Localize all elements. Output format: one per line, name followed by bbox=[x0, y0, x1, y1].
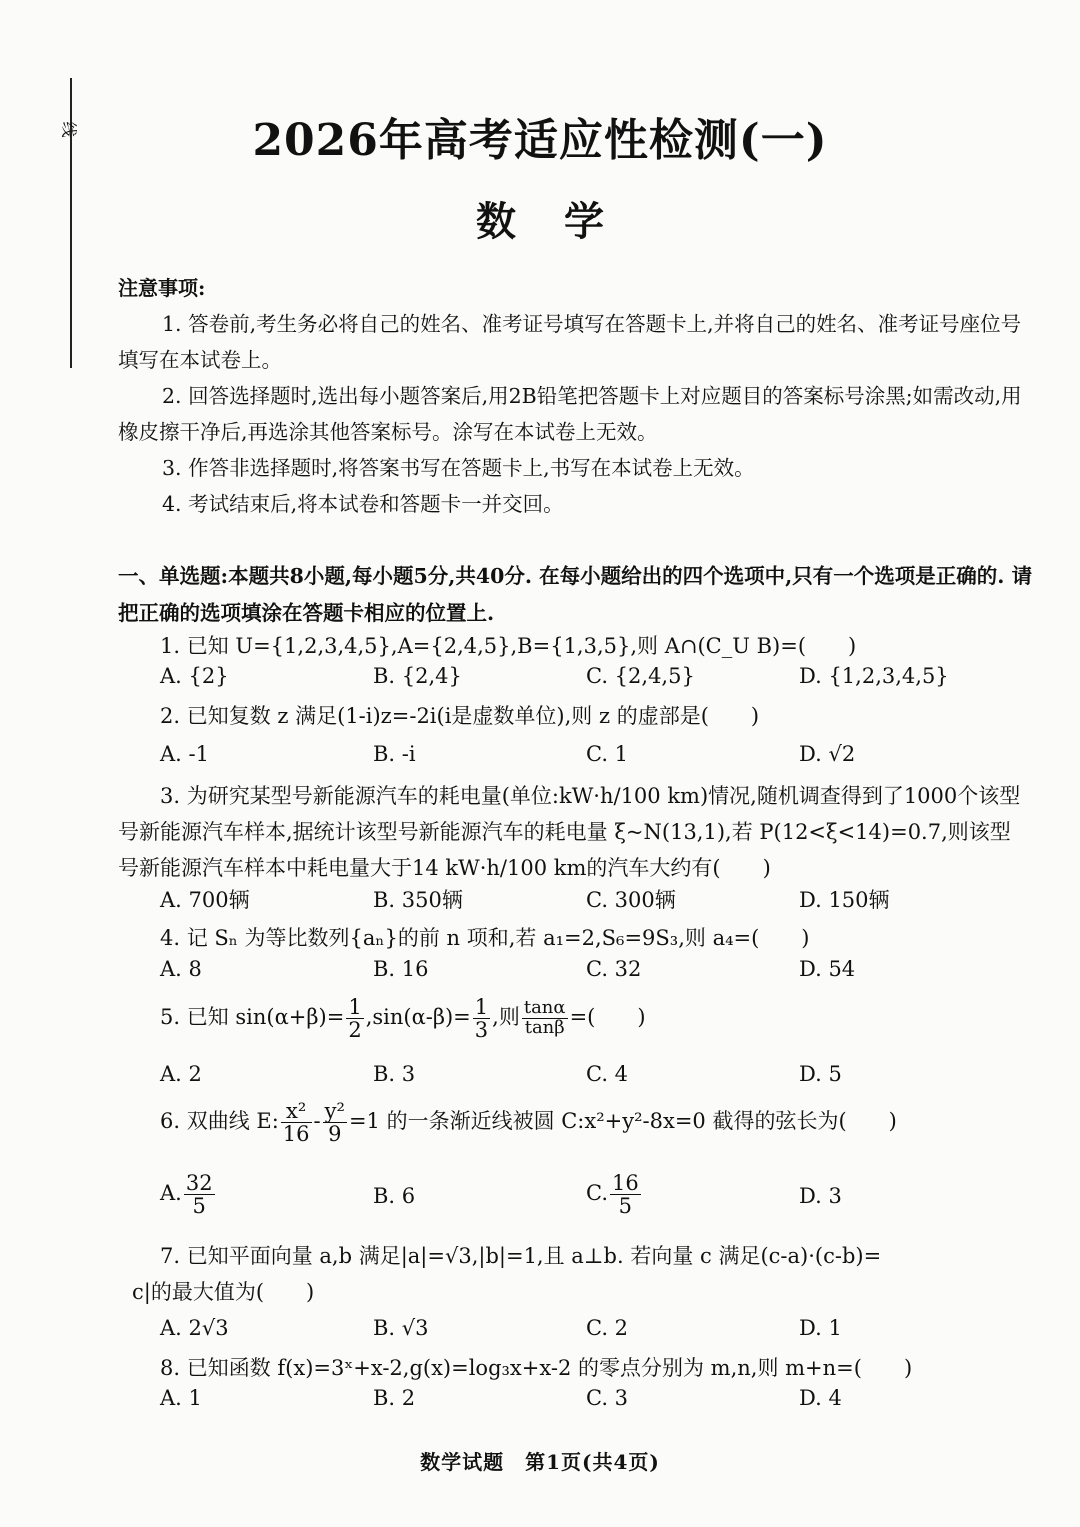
option-c: C. 2 bbox=[586, 1316, 629, 1340]
notice-item: 4. 考试结束后,将本试卷和答题卡一并交回。 bbox=[162, 492, 564, 516]
fraction-numerator: 16 bbox=[612, 1171, 639, 1195]
fraction bbox=[346, 996, 363, 1041]
question-7-stem-cont: c|的最大值为( ) bbox=[132, 1280, 315, 1304]
option-b: B. 6 bbox=[373, 1184, 416, 1208]
notice-block bbox=[118, 270, 1028, 522]
subject-title: 数学 bbox=[476, 198, 652, 245]
option-a: A. 2√3 bbox=[160, 1316, 229, 1340]
stem-text: ,sin(α-β)= bbox=[365, 1005, 471, 1030]
option-c: C. {2,4,5} bbox=[586, 664, 695, 688]
notice-heading: 注意事项: bbox=[118, 276, 206, 300]
option-a: A. -1 bbox=[160, 742, 209, 766]
option-d: D. √2 bbox=[799, 742, 856, 766]
stem-text: =1 的一条渐近线被圆 C:x²+y²-8x=0 截得的弦长为( ) bbox=[348, 1109, 897, 1134]
question-7-stem: 7. 已知平面向量 a,b 满足|a|=√3,|b|=1,且 a⊥b. 若向量 c 满足(c-a)·(c-b)= bbox=[160, 1244, 882, 1268]
option-b: B. 16 bbox=[373, 957, 429, 981]
question-3-stem: 3. 为研究某型号新能源汽车的耗电量(单位:kW·h/100 km)情况,随机调查得到了1000个该型号新能源汽车样本,据统计该型号新能源汽车的耗电量 ξ~N(13,1),若 P(12<ξ<14)=0.7,则该型号新能源汽车样本中耗电量大于14 kW·h/100 km的汽车大约有( ) bbox=[118, 784, 1021, 880]
option-c: C. 3 bbox=[586, 1386, 629, 1410]
question-1-stem: 1. 已知 U={1,2,3,4,5},A={2,4,5},B={1,3,5},则 A∩(C_U B)=( ) bbox=[160, 634, 857, 658]
option-d: D. 54 bbox=[799, 957, 856, 981]
binding-mark: 线 bbox=[59, 121, 79, 138]
fraction bbox=[184, 1172, 215, 1217]
page-footer: 数学试题 第1页(共4页) bbox=[420, 1450, 660, 1474]
stem-text: ,则 bbox=[492, 1005, 520, 1030]
notice-item: 3. 作答非选择题时,将答案书写在答题卡上,书写在本试卷上无效。 bbox=[162, 456, 755, 480]
option-b: B. 350辆 bbox=[373, 888, 463, 912]
option-d: D. 150辆 bbox=[799, 888, 890, 912]
question-3-options bbox=[160, 884, 1040, 920]
question-4-options bbox=[160, 957, 1040, 993]
option-b: B. -i bbox=[373, 742, 416, 766]
option-c: C. 32 bbox=[586, 957, 642, 981]
fraction bbox=[610, 1172, 641, 1217]
stem-text: 5. 已知 sin(α+β)= bbox=[160, 1005, 345, 1030]
option-b: B. √3 bbox=[373, 1316, 429, 1340]
question-2-options bbox=[160, 742, 1040, 778]
question-6-stem bbox=[160, 1100, 897, 1145]
option-a: A. 8 bbox=[160, 957, 202, 981]
fraction-numerator: y² bbox=[324, 1099, 345, 1123]
option-b: B. 3 bbox=[373, 1062, 416, 1086]
section-heading: 一、单选题:本题共8小题,每小题5分,共40分. 在每小题给出的四个选项中,只有一个选项是正确的. 请把正确的选项填涂在答题卡相应的位置上. bbox=[118, 564, 1033, 625]
question-6-options bbox=[160, 1172, 1040, 1228]
question-4-stem: 4. 记 Sₙ 为等比数列{aₙ}的前 n 项和,若 a₁=2,S₆=9S₃,则 a₄=( ) bbox=[160, 926, 810, 950]
option-c: C. 300辆 bbox=[586, 888, 676, 912]
option-label: C. bbox=[586, 1181, 608, 1206]
option-b: B. 2 bbox=[373, 1386, 416, 1410]
fraction-numerator: 1 bbox=[474, 995, 489, 1019]
option-c: C. 1 bbox=[586, 742, 629, 766]
fraction-numerator: 32 bbox=[185, 1171, 213, 1195]
option-label: A. bbox=[160, 1181, 182, 1206]
fraction bbox=[323, 1100, 347, 1145]
fraction-denominator: 2 bbox=[348, 1018, 362, 1043]
question-8-stem: 8. 已知函数 f(x)=3ˣ+x-2,g(x)=log₃x+x-2 的零点分别为 m,n,则 m+n=( ) bbox=[160, 1356, 913, 1380]
stem-text: =( ) bbox=[569, 1005, 646, 1030]
fraction-numerator: 1 bbox=[348, 995, 362, 1019]
fraction-denominator: 5 bbox=[618, 1194, 633, 1219]
fraction-denominator: tanβ bbox=[524, 1017, 565, 1039]
fraction-denominator: 3 bbox=[474, 1018, 489, 1043]
option-d: D. {1,2,3,4,5} bbox=[799, 664, 949, 688]
question-5-stem bbox=[160, 996, 646, 1041]
option-d: D. 1 bbox=[799, 1316, 842, 1340]
fraction-denominator: 16 bbox=[282, 1122, 310, 1147]
option-d: D. 3 bbox=[799, 1184, 842, 1208]
question-8-options bbox=[160, 1386, 1040, 1422]
stem-text: - bbox=[313, 1109, 321, 1134]
option-d: D. 5 bbox=[799, 1062, 842, 1086]
notice-item: 2. 回答选择题时,选出每小题答案后,用2B铅笔把答题卡上对应题目的答案标号涂黑;如需改动,用橡皮擦干净后,再选涂其他答案标号。涂写在本试卷上无效。 bbox=[118, 384, 1022, 444]
option-c bbox=[586, 1172, 643, 1217]
exam-title: 2026年高考适应性检测(一) bbox=[252, 115, 828, 166]
question-7-options bbox=[160, 1316, 1040, 1352]
option-b: B. {2,4} bbox=[373, 664, 462, 688]
stem-text: 6. 双曲线 E: bbox=[160, 1109, 279, 1134]
option-a: A. 700辆 bbox=[160, 888, 250, 912]
fraction-numerator: x² bbox=[281, 1100, 312, 1123]
fraction-denominator: 5 bbox=[192, 1194, 206, 1219]
option-d: D. 4 bbox=[799, 1386, 842, 1410]
option-a: A. 1 bbox=[160, 1386, 202, 1410]
option-a: A. 2 bbox=[160, 1062, 202, 1086]
option-c: C. 4 bbox=[586, 1062, 629, 1086]
question-2-stem: 2. 已知复数 z 满足(1-i)z=-2i(i是虚数单位),则 z 的虚部是( ) bbox=[160, 704, 760, 728]
option-a: A. {2} bbox=[160, 664, 229, 688]
notice-item: 1. 答卷前,考生务必将自己的姓名、准考证号填写在答题卡上,并将自己的姓名、准考证号座位号填写在本试卷上。 bbox=[118, 312, 1022, 372]
fraction-denominator: 9 bbox=[328, 1122, 342, 1147]
fraction bbox=[473, 996, 490, 1041]
fraction bbox=[281, 1100, 312, 1145]
question-1-options bbox=[160, 664, 1040, 700]
option-a bbox=[160, 1172, 217, 1217]
question-5-options bbox=[160, 1062, 1040, 1098]
fraction-numerator: tanα bbox=[523, 997, 566, 1019]
fraction bbox=[522, 999, 568, 1038]
